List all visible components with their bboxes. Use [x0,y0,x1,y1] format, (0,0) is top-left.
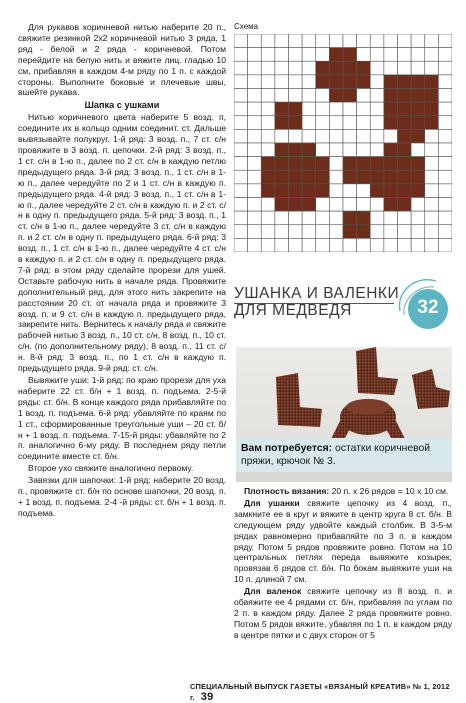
grid-cell-empty [329,102,343,116]
grid-cell-empty [316,143,330,157]
grid-cell-empty [289,89,303,103]
grid-cell-filled [411,129,425,143]
grid-cell-empty [357,102,371,116]
boots-label: Для валенок [244,586,302,597]
grid-cell-filled [289,157,303,171]
grid-cell-empty [316,225,330,239]
grid-cell-empty [438,34,452,48]
grid-cell-empty [329,143,343,157]
materials-text: остатки коричневой пряжи, крючок № 3. [241,443,431,467]
grid-cell-empty [398,211,412,225]
grid-cell-filled [411,184,425,198]
grid-cell-filled [275,116,289,130]
grid-cell-empty [289,225,303,239]
grid-cell-filled [343,75,357,89]
grid-cell-empty [411,34,425,48]
grid-cell-filled [329,75,343,89]
grid-cell-empty [261,89,275,103]
grid-cell-empty [425,211,439,225]
grid-cell-empty [261,48,275,62]
grid-cell-empty [302,211,316,225]
grid-cell-filled [275,170,289,184]
grid-cell-filled [370,184,384,198]
grid-cell-empty [302,89,316,103]
grid-cell-empty [438,89,452,103]
grid-cell-empty [248,48,262,62]
grid-cell-empty [411,48,425,62]
grid-cell-empty [275,211,289,225]
second-ear-paragraph: Второе ухо свяжите аналогично первому. [28,463,194,474]
grid-cell-empty [438,225,452,239]
grid-cell-empty [398,238,412,252]
density-label: Плотность вязания: [244,486,330,496]
grid-cell-filled [289,116,303,130]
grid-cell-empty [275,75,289,89]
grid-cell-empty [438,184,452,198]
grid-cell-empty [302,129,316,143]
grid-cell-empty [370,75,384,89]
grid-cell-empty [329,211,343,225]
grid-cell-empty [248,184,262,198]
grid-cell-empty [248,170,262,184]
grid-cell-filled [384,184,398,198]
grid-cell-empty [438,198,452,212]
grid-cell-empty [425,48,439,62]
grid-cell-empty [234,238,248,252]
grid-cell-empty [316,211,330,225]
grid-cell-empty [289,75,303,89]
grid-cell-empty [329,225,343,239]
grid-cell-empty [438,143,452,157]
grid-cell-filled [384,89,398,103]
grid-cell-empty [329,238,343,252]
hat-heading: Шапка с ушками [84,100,160,111]
grid-cell-empty [425,157,439,171]
grid-cell-filled [411,170,425,184]
grid-cell-empty [425,225,439,239]
grid-cell-empty [275,225,289,239]
grid-cell-empty [343,34,357,48]
grid-cell-filled [384,116,398,130]
grid-cell-filled [329,48,343,62]
grid-cell-empty [398,48,412,62]
grid-cell-empty [384,34,398,48]
grid-cell-empty [370,129,384,143]
grid-cell-filled [289,198,303,212]
grid-cell-empty [425,129,439,143]
grid-cell-empty [234,75,248,89]
grid-cell-empty [234,157,248,171]
grid-cell-empty [248,238,262,252]
grid-cell-filled [316,170,330,184]
grid-cell-filled [261,157,275,171]
grid-cell-empty [398,34,412,48]
grid-cell-empty [370,61,384,75]
grid-cell-filled [343,225,357,239]
grid-cell-empty [357,48,371,62]
grid-cell-empty [425,198,439,212]
earflap-hat-label: Для ушанки [244,497,300,508]
grid-cell-empty [384,238,398,252]
grid-cell-empty [357,89,371,103]
grid-cell-empty [261,225,275,239]
grid-cell-empty [248,225,262,239]
grid-cell-empty [357,184,371,198]
grid-cell-empty [261,143,275,157]
grid-cell-filled [384,102,398,116]
grid-cell-empty [261,198,275,212]
grid-cell-empty [384,225,398,239]
grid-cell-empty [370,225,384,239]
grid-cell-filled [384,143,398,157]
grid-cell-empty [384,61,398,75]
grid-cell-filled [289,184,303,198]
grid-cell-filled [357,61,371,75]
grid-cell-empty [302,102,316,116]
grid-cell-empty [438,157,452,171]
grid-cell-empty [248,157,262,171]
grid-cell-filled [398,198,412,212]
grid-cell-empty [343,198,357,212]
grid-cell-filled [275,102,289,116]
grid-cell-filled [343,61,357,75]
grid-cell-empty [234,89,248,103]
grid-cell-empty [357,129,371,143]
boots-text: свяжите цепочку из 8 возд. п. и обвяжите ее 4 рядами ст. б/н, прибавляя по углам по 2 п. в каждом ряду. Далее 2 ряда провяжите ровно. Потом 5 рядов вяжите, убавляя по 1 п. в каждом ряду в центре пятки и с двух сторон от 5 [234,586,452,640]
grid-cell-empty [316,116,330,130]
grid-cell-filled [384,198,398,212]
grid-cell-empty [425,238,439,252]
page-number: 39 [200,691,214,703]
grid-cell-empty [316,129,330,143]
grid-cell-filled [411,102,425,116]
grid-cell-filled [398,89,412,103]
grid-cell-empty [329,116,343,130]
grid-cell-filled [289,102,303,116]
grid-cell-empty [438,75,452,89]
grid-cell-filled [357,157,371,171]
grid-cell-filled [398,170,412,184]
grid-cell-empty [234,143,248,157]
grid-cell-empty [302,238,316,252]
grid-cell-filled [411,89,425,103]
grid-cell-empty [438,61,452,75]
grid-cell-filled [329,89,343,103]
grid-cell-filled [316,61,330,75]
grid-cell-empty [438,238,452,252]
grid-cell-empty [261,102,275,116]
grid-cell-filled [411,116,425,130]
grid-cell-empty [234,170,248,184]
grid-cell-filled [398,184,412,198]
grid-cell-filled [425,89,439,103]
grid-cell-empty [289,34,303,48]
grid-cell-empty [370,116,384,130]
grid-cell-empty [275,89,289,103]
grid-cell-empty [248,129,262,143]
grid-cell-empty [234,116,248,130]
grid-cell-empty [357,238,371,252]
title-line-2: ДЛЯ МЕДВЕДЯ [234,302,352,319]
grid-cell-empty [411,198,425,212]
materials-label: Вам потребуется: [241,443,333,454]
grid-cell-filled [357,170,371,184]
grid-cell-empty [425,34,439,48]
grid-cell-empty [248,89,262,103]
grid-cell-filled [425,116,439,130]
grid-cell-filled [275,198,289,212]
grid-cell-filled [316,184,330,198]
grid-cell-filled [398,102,412,116]
grid-cell-empty [343,184,357,198]
grid-cell-empty [234,225,248,239]
grid-cell-empty [302,75,316,89]
grid-cell-empty [248,102,262,116]
grid-cell-filled [398,157,412,171]
right-column [234,22,452,640]
grid-cell-empty [248,34,262,48]
grid-cell-filled [398,116,412,130]
grid-cell-empty [261,116,275,130]
grid-cell-empty [275,48,289,62]
grid-cell-empty [425,170,439,184]
grid-cell-filled [302,157,316,171]
grid-cell-empty [384,211,398,225]
grid-cell-empty [411,61,425,75]
grid-cell-empty [275,61,289,75]
grid-cell-empty [302,34,316,48]
article-title-block [234,285,452,345]
grid-cell-empty [289,238,303,252]
grid-cell-filled [302,198,316,212]
grid-cell-empty [329,157,343,171]
article-number-badge [408,289,448,329]
grid-cell-empty [425,61,439,75]
grid-cell-empty [343,143,357,157]
grid-cell-empty [234,129,248,143]
grid-cell-filled [398,75,412,89]
scheme-label: Схема [234,22,259,31]
grid-cell-empty [275,238,289,252]
grid-cell-empty [234,184,248,198]
grid-cell-empty [329,129,343,143]
hat-instructions: Нитью коричневого цвета наберите 5 возд. п, соедините их в кольцо одним соединит. ст. Дальше вывязывайте полукруг. 1-й ряд: 3 возд. п., 7 ст. с/н провяжите в 3 возд. п. цепочки. 2-й ряд: 3 возд. п., 1 ст. с/н в 1-ю п., далее по 2 ст. с/н в каждую петлю предыдущего ряда. 3-й ряд: 3 возд. п., 1 ст. с/н в 1-ю п., далее чередуйте по 2 и 1 ст. с/н в каждую п. предыдущего ряда. 4-й ряд: 3 возд. п., 1 ст. с/н в 1-ю п., далее чередуйте 2 ст. с/н в каждую п. и 2 ст. с/н в одну п. предыдущего ряда. 5-й ряд: 3 возд. п., 1 ст. с/н в 1-ю п., далее чередуйте 3 ст. с/н в каждую п. и 2 ст. с/н в одну п. предыдущего ряда. 6-й ряд: 3 возд. п., 1 ст. с/н в 1-ю п., далее чередуйте 4 ст. с/н в каждую п. и 2 ст. с/н в одну п. предыдущего ряда. 7-й ряд: в этом ряду сделайте прорези для ушей. Оставьте рабочую нить в начале ряда. Провяжите дополнительный ряд, для этого нить закрепите на расстоянии 20 ст. от начала ряда и провяжите 3 возд. п. и 9 ст. с/н в каждую п. предыдущего ряда, закрепите нить. Вернитесь к началу ряда и свяжите рабочей нитью 3 возд. п., 10 ст. с/н, 8 возд. п., 10 ст. с/н. (по дополнительному ряду), 8 возд. п., 11 ст. с/н. 8-й ряд: 3 возд. п., по 1 ст. с/н в каждую п. предыдущего ряда. 9-й ряд: ст. с/н. [18,112,226,374]
sleeves-paragraph: Для рукавов коричневой нитью наберите 20 п., свяжите резинкой 2х2 коричневой нитью 3 ряда, 1 ряд - белой и 2 ряда - коричневой. Потом перейдите на белую нить и вяжите лиц. гладью 10 см, прибавляя в каждом 4-м ряду по 1 п. с каждой стороны. Выполните боковые и плечевые швы, вшейте рукава. [18,22,226,98]
grid-cell-empty [425,184,439,198]
grid-cell-empty [438,170,452,184]
ties-instructions: Завязки для шапочки: 1-й ряд: наберите 20 возд. п., провяжите ст. б/н по основе шапочки, 20 возд. п. + 1 возд. п. подъема. 2-4 -й ряды: ст. б/н + 1 возд. п. подъема. [18,475,226,518]
grid-cell-empty [384,129,398,143]
grid-cell-empty [316,238,330,252]
grid-cell-empty [438,48,452,62]
grid-cell-empty [261,129,275,143]
grid-cell-empty [329,170,343,184]
grid-cell-empty [343,102,357,116]
grid-cell-empty [357,198,371,212]
grid-cell-empty [398,225,412,239]
grid-cell-empty [398,61,412,75]
grid-cell-empty [370,143,384,157]
density-paragraph [234,486,452,497]
grid-cell-empty [357,143,371,157]
grid-cell-filled [384,170,398,184]
grid-cell-empty [234,34,248,48]
grid-cell-empty [275,129,289,143]
grid-cell-filled [384,157,398,171]
grid-cell-empty [302,225,316,239]
grid-cell-filled [384,75,398,89]
grid-cell-filled [425,75,439,89]
grid-cell-filled [425,102,439,116]
grid-cell-filled [370,157,384,171]
grid-cell-empty [316,198,330,212]
grid-cell-filled [343,211,357,225]
grid-cell-empty [384,48,398,62]
grid-cell-filled [275,143,289,157]
grid-cell-filled [316,157,330,171]
grid-cell-empty [370,48,384,62]
grid-cell-empty [289,211,303,225]
grid-cell-empty [248,143,262,157]
left-column [18,22,226,520]
grid-cell-empty [234,48,248,62]
grid-cell-empty [370,102,384,116]
footer-text: СПЕЦИАЛЬНЫЙ ВЫПУСК ГАЗЕТЫ «ВЯЗАНЫЙ КРЕАТИВ» № 1, 2012 г. [190,682,450,702]
grid-cell-empty [261,75,275,89]
grid-cell-empty [411,211,425,225]
materials-box [236,438,452,472]
grid-cell-empty [248,211,262,225]
grid-cell-empty [357,116,371,130]
grid-cell-filled [357,75,371,89]
density-text: 20 п. х 26 рядов = 10 х 10 см. [329,486,449,496]
grid-cell-empty [411,238,425,252]
grid-cell-filled [343,170,357,184]
grid-cell-empty [438,211,452,225]
page-footer [190,682,456,703]
grid-cell-empty [248,61,262,75]
knitting-scheme-grid [234,34,452,252]
grid-cell-filled [261,170,275,184]
earflap-hat-text: свяжите цепочку из 4 возд. п., замкните ее в круг и вяжите в центр круга 8 ст. б/н. В следующем ряду удвойте каждый столбик. В 3-5-м рядах равномерно прибавляйте по 3 п. в каждом ряду. Потом 5 рядов провяжите ровно. Потом на 10 центральных петлях переда вывяжите козырек, провязав 6 рядов ст. б/н. По бокам вывяжите уши на 10 п. длиной 7 см. [234,497,452,585]
grid-cell-filled [289,143,303,157]
grid-cell-filled [357,225,371,239]
grid-cell-empty [329,184,343,198]
grid-cell-empty [425,143,439,157]
grid-cell-filled [343,89,357,103]
grid-cell-filled [398,143,412,157]
grid-cell-empty [302,61,316,75]
grid-cell-empty [370,238,384,252]
grid-cell-empty [316,102,330,116]
grid-cell-filled [316,75,330,89]
grid-cell-empty [302,116,316,130]
grid-cell-empty [248,198,262,212]
grid-cell-filled [302,184,316,198]
grid-cell-empty [234,102,248,116]
grid-cell-empty [411,225,425,239]
grid-cell-empty [261,238,275,252]
grid-cell-empty [343,129,357,143]
grid-cell-filled [343,48,357,62]
grid-cell-filled [275,157,289,171]
grid-cell-empty [234,211,248,225]
grid-cell-filled [357,211,371,225]
grid-cell-empty [370,34,384,48]
grid-cell-empty [289,129,303,143]
grid-cell-empty [370,198,384,212]
grid-cell-empty [275,34,289,48]
grid-cell-filled [302,143,316,157]
earflap-hat-paragraph [234,498,452,585]
title-divider [234,303,394,304]
grid-cell-empty [316,89,330,103]
grid-cell-empty [289,48,303,62]
grid-cell-empty [438,116,452,130]
grid-cell-empty [370,211,384,225]
boots-paragraph [234,586,452,641]
grid-cell-filled [411,157,425,171]
grid-cell-empty [302,48,316,62]
grid-cell-empty [261,61,275,75]
grid-cell-empty [357,34,371,48]
grid-cell-empty [248,75,262,89]
grid-cell-filled [275,184,289,198]
grid-cell-empty [329,34,343,48]
grid-cell-filled [343,157,357,171]
grid-cell-empty [261,34,275,48]
grid-cell-empty [370,89,384,103]
badge-number: 32 [417,297,439,318]
title-line-1: УШАНКА И ВАЛЕНКИ [234,285,400,302]
grid-cell-filled [261,184,275,198]
ears-instructions: Вывяжите уши: 1-й ряд: по краю прорези для уха наберите 22 ст. б/н + 1 возд. п. подъема. 2-5-й ряды: ст. б/н. В конце каждого ряда прибавляйте по 1 возд. п. подъема. 6-й ряд: убавляйте по краям по 1 ст., сформированные треугольные уши – 20 ст. б/н + 1 возд. п. подъема. 7-15-й ряды: убавляйте по 2 п. аналогично 6-му ряду. В последнем ряду петли соедините вместе ст. б/н. [18,375,226,462]
grid-cell-empty [289,61,303,75]
grid-cell-empty [329,198,343,212]
grid-cell-empty [411,143,425,157]
grid-cell-empty [261,211,275,225]
grid-cell-filled [329,61,343,75]
grid-cell-filled [302,170,316,184]
grid-cell-filled [370,170,384,184]
grid-cell-empty [343,116,357,130]
grid-cell-empty [438,102,452,116]
grid-cell-filled [398,129,412,143]
grid-cell-empty [234,198,248,212]
grid-cell-empty [248,116,262,130]
grid-cell-filled [411,75,425,89]
grid-cell-empty [438,129,452,143]
grid-cell-empty [343,238,357,252]
grid-cell-empty [234,61,248,75]
right-instructions [234,486,452,642]
grid-cell-empty [316,34,330,48]
grid-cell-filled [289,170,303,184]
grid-cell-empty [316,48,330,62]
